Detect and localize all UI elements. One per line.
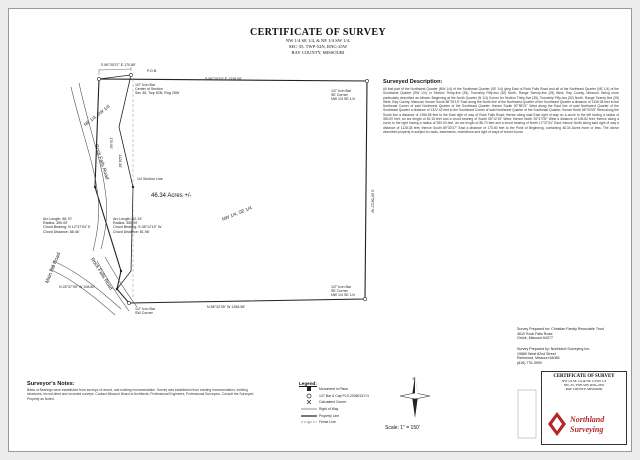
legend-label: Monument in Place <box>319 387 349 392</box>
title-main: CERTIFICATE OF SURVEY <box>249 27 387 38</box>
survey-sheet <box>8 8 632 452</box>
title-line-1: NW 1/4 SE 1/4, & NE 1/4 SW 1/4, <box>285 38 351 43</box>
calculated-icon <box>299 399 319 405</box>
row-line-icon <box>299 406 319 412</box>
legend-label: Right of Way <box>319 407 339 412</box>
compass-n: N <box>412 376 416 381</box>
side-dim-2: 1128.38' <box>117 154 122 168</box>
fence-line-icon <box>299 419 319 425</box>
boundary-line-icon <box>299 413 319 419</box>
curve-2-note: Arc Length: 82.15' Radius: 350.00' Chord Bearing: S 08°12'15" W Chord Distance: 81.96' <box>113 217 162 234</box>
iron-bar-marker <box>365 79 368 82</box>
scale-label: Scale: 1" = 150' <box>385 425 420 431</box>
pob-label: P.O.B. <box>147 69 158 73</box>
logo-text-2: Surveying <box>570 425 604 434</box>
legend <box>299 381 409 426</box>
surveyor-seal <box>517 389 537 439</box>
center-note: 1/2" Iron Bar Center of Section Sec 35, Twp 52N, Rng 25W <box>135 83 180 96</box>
sw-corner-note: 1/2" Iron Bar SW Corner <box>135 307 156 316</box>
section-line-label: 1/4 Section Line <box>137 177 163 181</box>
surveyors-notes <box>27 381 263 401</box>
logo-text-1: Northland <box>570 415 605 424</box>
se-corner-note: 1/2" Iron Bar SE Corner NW 1/4 SE 1/4 <box>331 285 355 298</box>
road-label-main-hill: Main Hill Road <box>44 251 63 285</box>
title-block-title: CERTIFICATE OF SURVEY <box>553 374 615 379</box>
legend-label: Fence Line <box>319 420 336 425</box>
title-line-2: SEC-35, TWP-52N, RNG-25W <box>288 44 348 49</box>
title-line-3: RAY COUNTY, MISSOURI <box>291 50 345 55</box>
left-bearing: S 89°30'37" E 170.80' <box>101 63 136 67</box>
quarter-label: NW 1/4, SE 1/4 <box>221 205 253 222</box>
company-logo <box>546 410 624 440</box>
road-label-rock-falls: Rock Falls Road <box>92 143 110 181</box>
top-bearing: S 86°29'19" E 1338.08' <box>205 77 242 81</box>
description-body: All that part of the Northwest Quarter (NW 1/4) of the Southeast Quarter (SE 1/4) lying East of Rock Falls Road and all of the Northeast Quarter (NE 1/4) of the Southwest Quarter (SW 1/4), in Section Thirty-five (35), Township Fifty-two (52) North, Range Twenty-five (25) West, Ray County, Missouri. Being more particularly described as follows: Beginning at the North Quarter (N 1/4) Corner for Section Thirty-five (35), Township Fifty-two (52) North, Range Twenty-five (25) West, Ray County, Missouri; thence South 86°29'19" East along the North line of the Northwest Quarter of the Southeast Quarter a distance of 1338.08 feet to the Northeast Corner of said Northwest Quarter of the Southeast Quarter; thence South 00°58'21" West along the East line of said Northwest Quarter of the Southeast Quarter a distance of 1322.42 feet to the Southeast Corner of said Northwest Quarter of the Southeast Quarter; thence North 86°32'05" West along the South line a distance of 1356.58 feet to the East right of way of Rock Falls Road; thence along said East right of way on a curve to the left having a radius of 350.00 feet, an arc length of 82.15 feet and a chord bearing of South 08°12'15" West; thence North 26°37'05" West a distance of 108.82 feet; thence along a curve to the right having a radius of 350.00 feet, an arc length of 88.70 feet and a chord bearing of North 12°37'04" East; thence North along said right of way a distance of 1128.38 feet; thence South 89°30'37" East a distance of 170.80 feet to the Point of Beginning, containing 46.34 Acres more or less. The above described property is subject to roads, easements, restrictions and right of ways of record found. <box>383 87 619 134</box>
legend-label: 1/2" Bar & Cap PLS-2008013174 <box>319 393 369 398</box>
legend-row <box>299 412 409 419</box>
title-block <box>541 371 627 445</box>
iron-bar-marker <box>116 288 118 290</box>
legend-title: Legend: <box>299 381 317 386</box>
notes-heading: Surveyor's Notes: <box>27 381 75 387</box>
bottom-bearing: N 86°32'05" W 1356.58' <box>207 305 246 309</box>
description-heading: Surveyed Description: <box>383 79 443 85</box>
title-block-line-1: NW 1/4 SE 1/4, & NE 1/4 SW 1/4 <box>562 379 606 383</box>
quarter-label-left: NE 1/4, SW 1/4 <box>82 103 111 128</box>
road-label-rock-falls-lower: Rock Falls Road <box>89 256 114 292</box>
iron-bar-marker <box>132 186 134 188</box>
iron-bar-marker <box>94 186 96 188</box>
title-block-line-3: RAY COUNTY, MISSOURI <box>565 387 603 391</box>
iron-bar-marker <box>120 270 122 272</box>
title-block-line-2: SEC-35, TWP-52N, RNG-25W <box>563 383 605 387</box>
prepared-for: Survey Prepared for: Christian Family Revocable Trust 4610 Rock Falls Road Orrick, Missouri 64077 <box>517 327 604 341</box>
legend-label: Calculated Corner <box>319 400 347 405</box>
parcel-boundary <box>92 79 367 303</box>
legend-row <box>299 393 409 400</box>
legend-label: Property Line <box>319 413 340 418</box>
legend-row <box>299 399 409 406</box>
side-dim-1: 170.00' <box>108 137 113 149</box>
surveyed-description <box>383 79 619 134</box>
iron-bar-marker <box>129 73 132 76</box>
prepared-by: Survey Prepared by: Northland Surveying Inc. 19889 West 82nd Street Richmond, Missouri 64085 (816) 776-3999 <box>517 347 591 365</box>
acreage-label: 46.34 Acres +/- <box>151 193 192 199</box>
curve-1-note: Arc Length: 88.70' Radius: 350.00' Chord Bearing: N 12°37'04" E Chord Distance: 88.46' <box>43 217 91 234</box>
north-arrow-icon <box>398 374 432 425</box>
iron-bar-marker <box>97 77 100 80</box>
svg-text:x: x <box>308 419 310 425</box>
ne-corner-note: 1/2" Iron Bar SE Corner NW 1/4 SE 1/4 <box>331 89 355 102</box>
iron-bar-marker <box>127 301 130 304</box>
notes-body: Basis of Bearings were established from surveys of record, and existing monumentation. Survey was established from existing monumentation, existing structures, record deed and recorded surveys. Contact Missouri Board of Architects, Professional Engineers, Professional Surveyors. Consult the Surveyed Property as Noted. <box>27 388 254 401</box>
iron-bar-marker <box>363 297 366 300</box>
legend-row <box>299 406 409 413</box>
iron-bar-icon <box>299 393 319 399</box>
right-bearing: S 00°58'21" W <box>370 189 375 213</box>
monument-icon <box>299 386 319 392</box>
legend-row <box>299 386 409 393</box>
curve-3-note: N 26°37'05" W 108.82' <box>59 285 96 289</box>
